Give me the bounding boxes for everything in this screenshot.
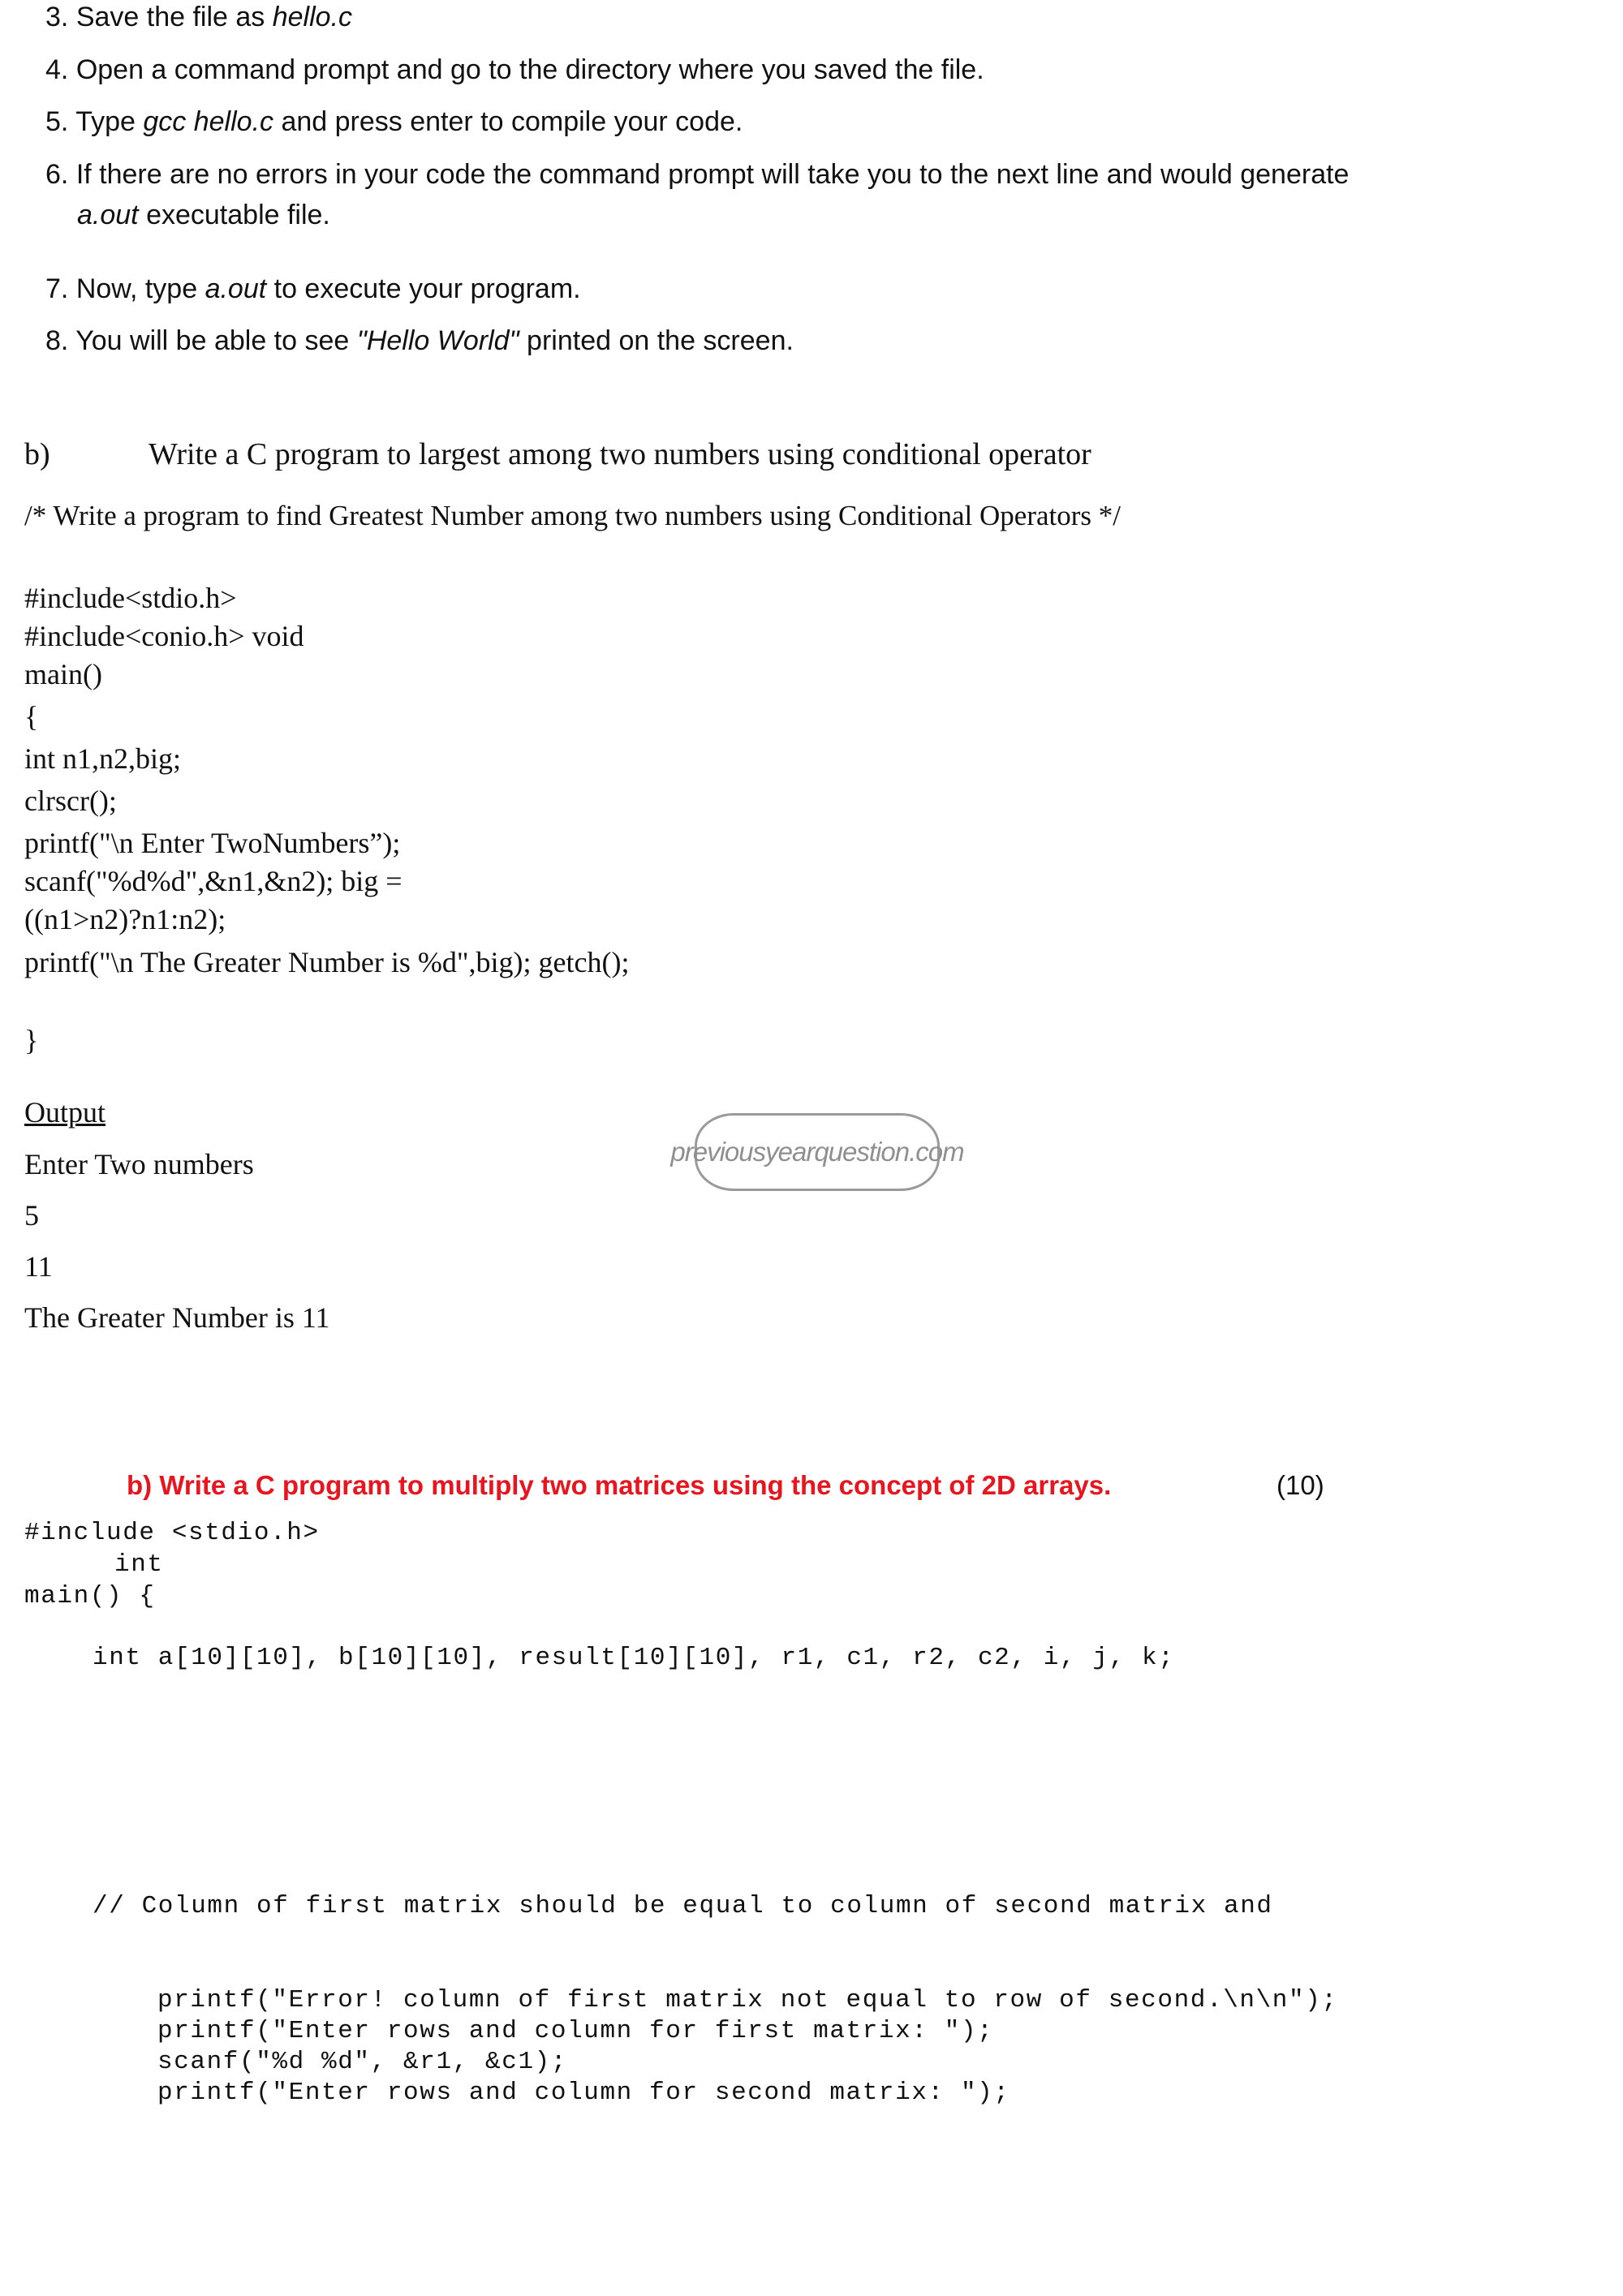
step-number: 8. (45, 325, 69, 356)
section-title: Write a C program to largest among two numbers using conditional operator (149, 437, 1091, 471)
code-line: scanf("%d %d", &r1, &c1); (157, 2048, 568, 2076)
output-line: The Greater Number is 11 (24, 1301, 330, 1334)
code-line: main() (24, 658, 102, 690)
output-line: 11 (24, 1250, 53, 1283)
code-comment: // Column of first matrix should be equal to column of second matrix and (93, 1892, 1273, 1920)
code-line: } (24, 1024, 39, 1056)
step-6: 6. If there are no errors in your code the command prompt will take you to the next line and would generate (45, 159, 1350, 190)
code-line: printf("Enter rows and column for first matrix: "); (157, 2017, 994, 2045)
code-line: #include<stdio.h> (24, 582, 237, 614)
code-line: printf("Enter rows and column for second matrix: "); (157, 2079, 1010, 2107)
code-line: int (114, 1550, 164, 1579)
code-line: int n1,n2,big; (24, 742, 182, 775)
code-line: scanf("%d%d",&n1,&n2); big = (24, 865, 403, 897)
code-line: clrscr(); (24, 785, 117, 817)
code-line: printf("Error! column of first matrix not equal to row of second.\n\n"); (157, 1986, 1338, 2014)
step-number: 3. (45, 2, 69, 32)
matrix-section-title: b) Write a C program to multiply two matrices using the concept of 2D arrays. (127, 1470, 1112, 1500)
output-line: 5 (24, 1199, 39, 1232)
step-number: 4. (45, 54, 69, 85)
program-comment: /* Write a program to find Greatest Number among two numbers using Conditional Operators */ (24, 500, 1121, 531)
step-8: 8. You will be able to see "Hello World" printed on the screen. (45, 325, 794, 356)
section-label: b) (24, 437, 50, 471)
code-line: { (24, 700, 39, 733)
step-number: 5. (45, 106, 69, 137)
step-3: 3. Save the file as hello.c (45, 2, 353, 32)
step-4: 4. Open a command prompt and go to the directory where you saved the file. (45, 54, 984, 85)
code-line: main() { (24, 1582, 156, 1610)
step-7: 7. Now, type a.out to execute your program. (45, 273, 581, 304)
code-line: printf("\n The Greater Number is %d",big); getch(); (24, 946, 630, 978)
code-line: #include<conio.h> void (24, 620, 304, 652)
code-line: printf("\n Enter TwoNumbers”); (24, 827, 401, 859)
step-5: 5. Type gcc hello.c and press enter to compile your code. (45, 106, 743, 137)
code-line: ((n1>n2)?n1:n2); (24, 903, 226, 935)
code-line: int a[10][10], b[10][10], result[10][10], r1, c1, r2, c2, i, j, k; (93, 1644, 1175, 1672)
step-number: 7. (45, 273, 69, 304)
step-6-continued: a.out executable file. (77, 200, 330, 230)
step-number: 6. (45, 159, 69, 190)
code-line: #include <stdio.h> (24, 1519, 320, 1547)
marks: (10) (1276, 1470, 1324, 1500)
watermark: previousyearquestion.com (695, 1113, 940, 1191)
output-line: Enter Two numbers (24, 1148, 254, 1180)
output-heading: Output (24, 1096, 106, 1129)
